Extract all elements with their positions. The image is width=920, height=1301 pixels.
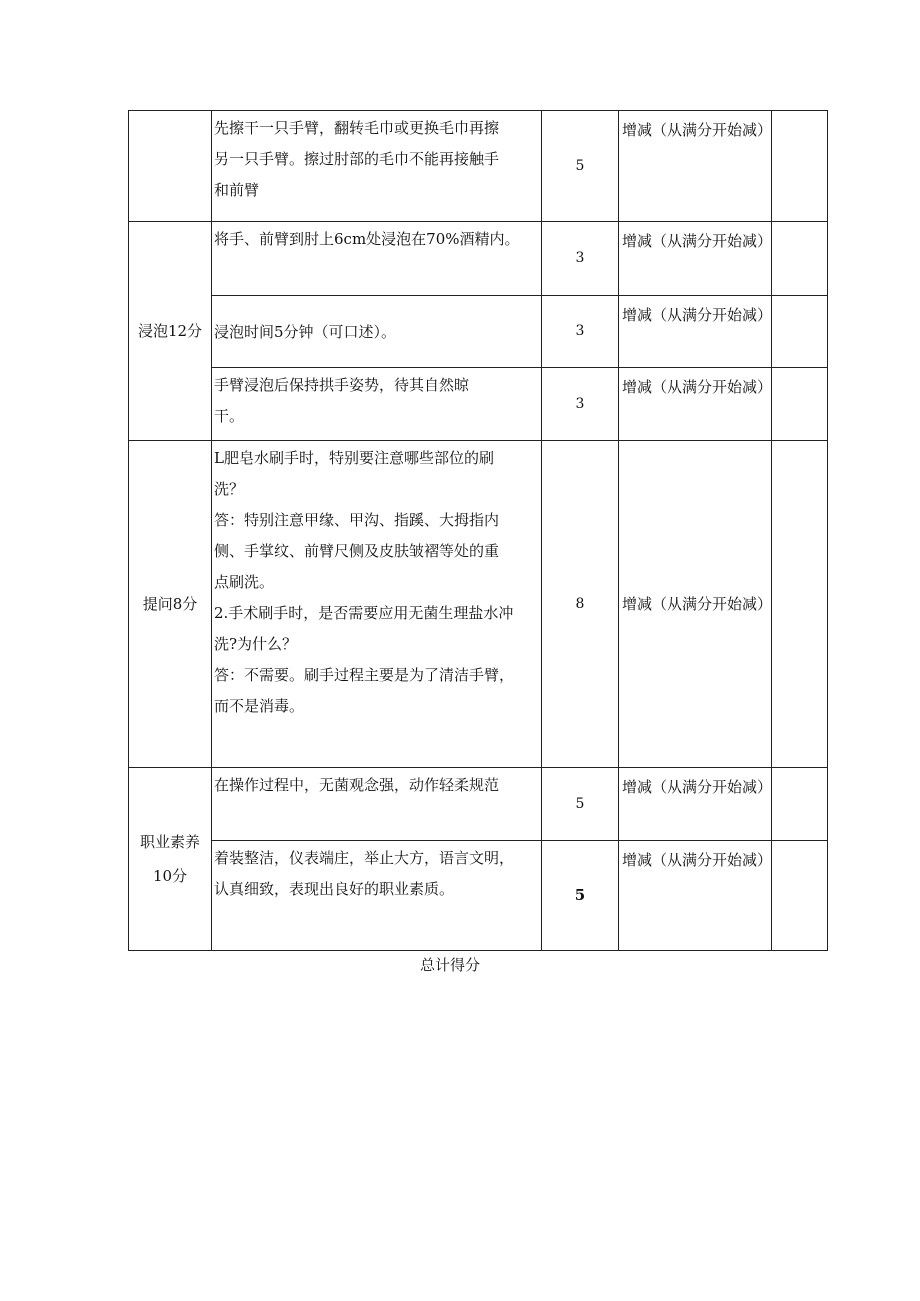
item-line: 侧、手掌纹、前臂尺侧及皮肤皱褶等处的重 xyxy=(214,542,500,560)
item-cell xyxy=(212,841,542,951)
item-line: 干。 xyxy=(214,407,245,425)
item-line: 手臂浸泡后保持拱手姿势，待其自然晾 xyxy=(214,376,470,394)
score-cell: 5 xyxy=(542,768,619,841)
item-line: 答：特别注意甲缘、甲沟、指蹊、大拇指内 xyxy=(214,511,500,529)
item-line: 洗？ xyxy=(214,480,245,498)
category-cell xyxy=(129,111,212,222)
points-cell[interactable] xyxy=(772,368,828,441)
rule-cell: 增减（从满分开始减） xyxy=(619,111,772,222)
item-line: 将手、前臂到肘上6cm处浸泡在70%酒精内。 xyxy=(214,230,520,248)
points-cell[interactable] xyxy=(772,222,828,296)
table-row xyxy=(129,441,828,768)
table-row xyxy=(129,111,828,222)
score-cell: 5 xyxy=(542,111,619,222)
table-row xyxy=(129,296,828,368)
item-line: 浸泡时间5分钟（可口述）。 xyxy=(214,323,397,341)
item-line: 在操作过程中，无菌观念强，动作轻柔规范 xyxy=(214,776,500,794)
category-line: 职业素养 xyxy=(139,833,200,851)
table-row xyxy=(129,222,828,296)
item-line: 另一只手臂。擦过肘部的毛巾不能再接触手 xyxy=(214,150,500,168)
category-cell: 提问8分 xyxy=(129,441,212,768)
rule-cell: 增减（从满分开始减） xyxy=(619,841,772,951)
rule-cell: 增减（从满分开始减） xyxy=(619,296,772,368)
rule-cell: 增减（从满分开始减） xyxy=(619,368,772,441)
score-cell: 3 xyxy=(542,368,619,441)
item-line: 着装整洁，仪表端庄，举止大方，语言文明， xyxy=(214,849,515,867)
rule-cell: 增减（从满分开始减） xyxy=(619,222,772,296)
points-cell[interactable] xyxy=(772,441,828,768)
item-line: 2.手术刷手时，是否需要应用无菌生理盐水冲 xyxy=(214,604,514,622)
item-cell xyxy=(212,111,542,222)
rule-cell: 增减（从满分开始减） xyxy=(619,768,772,841)
score-cell: 3 xyxy=(542,222,619,296)
rule-cell: 增减（从满分开始减） xyxy=(619,441,772,768)
item-cell xyxy=(212,441,542,768)
points-cell[interactable] xyxy=(772,296,828,368)
item-line: 答：不需要。刷手过程主要是为了清洁手臂， xyxy=(214,666,515,684)
category-line: 10分 xyxy=(152,867,188,885)
item-cell xyxy=(212,368,542,441)
item-line: L肥皂水刷手时，特别要注意哪些部位的刷 xyxy=(214,449,494,467)
score-cell: 5 xyxy=(542,841,619,951)
points-cell[interactable] xyxy=(772,111,828,222)
table-row xyxy=(129,368,828,441)
scoring-table xyxy=(128,110,828,951)
item-cell xyxy=(212,768,542,841)
points-cell[interactable] xyxy=(772,768,828,841)
item-line: 先擦干一只手臂，翻转毛巾或更换毛巾再擦 xyxy=(214,119,500,137)
table-row xyxy=(129,841,828,951)
score-cell: 3 xyxy=(542,296,619,368)
item-cell xyxy=(212,296,542,368)
points-cell[interactable] xyxy=(772,841,828,951)
item-line: 和前臂 xyxy=(214,181,260,199)
table-row xyxy=(129,768,828,841)
item-line: 洗?为什么？ xyxy=(214,635,298,653)
item-line: 认真细致，表现出良好的职业素质。 xyxy=(214,880,455,898)
total-score-label: 总计得分 xyxy=(419,956,480,974)
item-line: 而不是消毒。 xyxy=(214,697,305,715)
item-cell xyxy=(212,222,542,296)
score-cell: 8 xyxy=(542,441,619,768)
category-cell: 浸泡12分 xyxy=(129,222,212,441)
category-cell xyxy=(129,768,212,951)
item-line: 点刷洗。 xyxy=(214,573,275,591)
